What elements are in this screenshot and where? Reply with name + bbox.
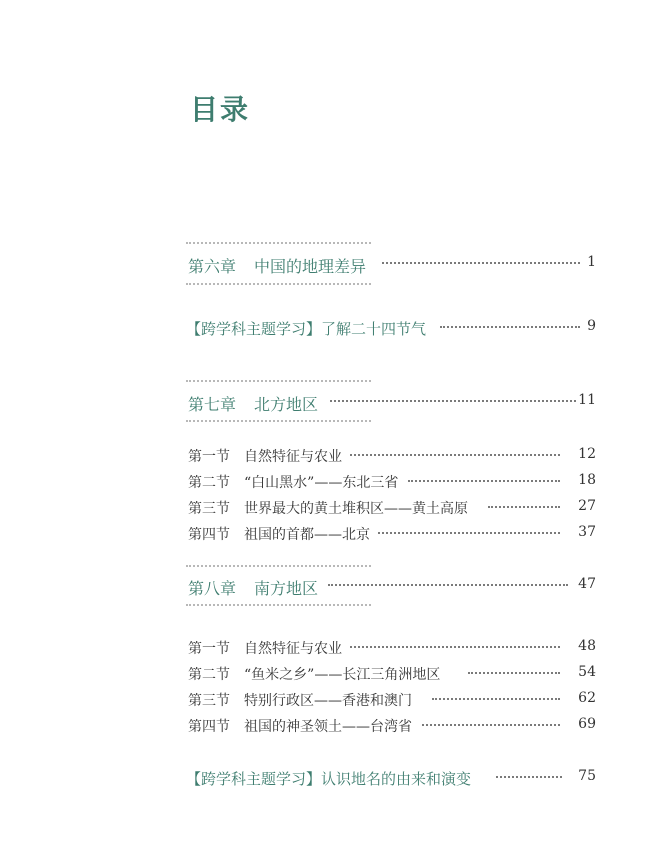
toc-section-entry[interactable] — [0, 714, 656, 740]
toc-chapter-entry[interactable] — [0, 252, 656, 278]
chapter-number: 第六章 — [188, 257, 237, 276]
chapter-number: 第七章 — [188, 395, 237, 414]
toc-section-entry[interactable] — [0, 444, 656, 470]
page-number: 1 — [587, 254, 596, 270]
section-number: 第一节 — [188, 641, 230, 657]
section-number: 第三节 — [188, 501, 230, 517]
page-number: 11 — [578, 392, 596, 408]
toc-topic-entry[interactable] — [0, 766, 656, 792]
leader-dots — [408, 480, 560, 482]
leader-dots — [422, 724, 560, 726]
chapter-top-rule — [186, 565, 371, 567]
leader-dots — [468, 672, 560, 674]
toc-section-entry[interactable] — [0, 636, 656, 662]
section-title: “白山黑水”——东北三省 — [244, 475, 399, 491]
topic-tag: 【跨学科主题学习】 — [186, 320, 322, 338]
toc-chapter-entry[interactable] — [0, 574, 656, 600]
section-title: 祖国的神圣领土——台湾省 — [244, 719, 412, 735]
chapter-top-rule — [186, 242, 371, 244]
page-number: 47 — [578, 576, 596, 592]
page-number: 12 — [578, 446, 596, 462]
chapter-number: 第八章 — [188, 579, 237, 598]
section-number: 第三节 — [188, 693, 230, 709]
toc-section-entry[interactable] — [0, 688, 656, 714]
chapter-bottom-rule — [186, 604, 371, 606]
leader-dots — [432, 698, 560, 700]
chapter-title: 中国的地理差异 — [254, 257, 367, 276]
page-number: 18 — [578, 472, 596, 488]
leader-dots — [488, 506, 560, 508]
chapter-title: 南方地区 — [254, 579, 319, 598]
leader-dots — [440, 326, 580, 328]
toc-section-entry[interactable] — [0, 662, 656, 688]
toc-section-entry[interactable] — [0, 496, 656, 522]
chapter-bottom-rule — [186, 420, 371, 422]
toc-topic-entry[interactable] — [0, 316, 656, 342]
leader-dots — [350, 646, 560, 648]
section-number: 第四节 — [188, 527, 230, 543]
leader-dots — [382, 262, 580, 264]
section-title: 祖国的首都——北京 — [244, 527, 370, 543]
page-number: 9 — [587, 318, 596, 334]
page-number: 54 — [578, 664, 596, 680]
section-title: 世界最大的黄土堆积区——黄土高原 — [244, 501, 468, 517]
chapter-top-rule — [186, 380, 371, 382]
section-number: 第二节 — [188, 667, 230, 683]
section-number: 第四节 — [188, 719, 230, 735]
topic-title: 了解二十四节气 — [321, 320, 427, 338]
page-number: 69 — [578, 716, 596, 732]
chapter-title: 北方地区 — [254, 395, 319, 414]
toc-section-entry[interactable] — [0, 522, 656, 548]
leader-dots — [350, 454, 560, 456]
page-number: 62 — [578, 690, 596, 706]
toc-section-entry[interactable] — [0, 470, 656, 496]
toc-chapter-entry[interactable] — [0, 390, 656, 416]
page-title: 目录 — [190, 93, 251, 126]
page-number: 48 — [578, 638, 596, 654]
leader-dots — [496, 776, 562, 778]
section-title: “鱼米之乡”——长江三角洲地区 — [244, 667, 441, 683]
leader-dots — [328, 584, 568, 586]
page-number: 75 — [578, 768, 596, 784]
section-title: 特别行政区——香港和澳门 — [244, 693, 412, 709]
page-number: 37 — [578, 524, 596, 540]
leader-dots — [330, 400, 576, 402]
topic-tag: 【跨学科主题学习】 — [186, 770, 322, 788]
leader-dots — [378, 532, 560, 534]
section-title: 自然特征与农业 — [244, 449, 342, 465]
chapter-bottom-rule — [186, 283, 371, 285]
section-title: 自然特征与农业 — [244, 641, 342, 657]
section-number: 第一节 — [188, 449, 230, 465]
topic-title: 认识地名的由来和演变 — [321, 770, 472, 788]
page-number: 27 — [578, 498, 596, 514]
section-number: 第二节 — [188, 475, 230, 491]
